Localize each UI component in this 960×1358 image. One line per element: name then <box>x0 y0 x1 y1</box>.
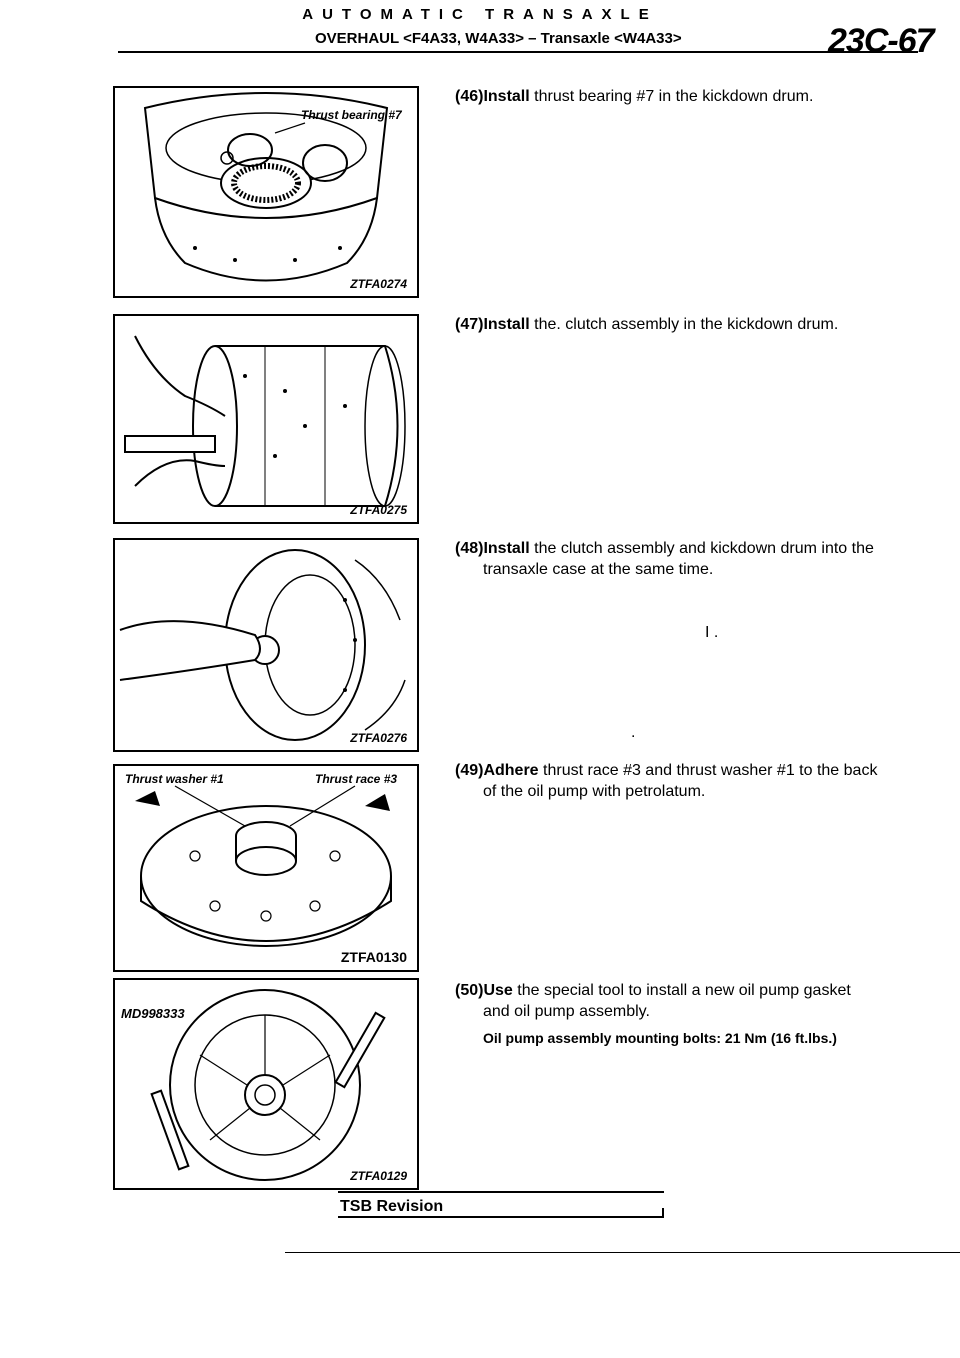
figure-id: ZTFA0276 <box>350 731 407 745</box>
tsb-revision: TSB Revision <box>340 1198 444 1215</box>
subtitle-section: Transaxle <box>540 30 610 47</box>
figure-clutch-assembly <box>113 314 419 524</box>
figure-oil-pump <box>113 764 419 972</box>
label-special-tool: MD998333 <box>121 1006 185 1021</box>
case-illustration <box>115 540 417 750</box>
header-rule <box>118 51 918 53</box>
figure-id: ZTFA0130 <box>340 949 407 965</box>
header-subtitle <box>315 30 682 47</box>
clutch-illustration <box>115 316 417 522</box>
label-thrust-bearing: Thrust bearing #7 <box>301 108 402 122</box>
figure-transaxle-case <box>113 538 419 752</box>
stray-mark: I . <box>705 624 719 641</box>
step-50: (50)Use the special tool to install a new oil pump gasket and oil pump assembly. <box>455 982 851 1020</box>
header-title: AUTOMATIC TRANSAXLE <box>302 6 658 23</box>
figure-thrust-bearing <box>113 86 419 298</box>
step-46: (46)Install thrust bearing #7 in the kickdown drum. <box>455 88 814 105</box>
subtitle-prefix: OVERHAUL <box>315 30 399 47</box>
subtitle-sep: – <box>528 30 537 47</box>
subtitle-models: <F4A33, W4A33> <box>403 30 524 47</box>
footer-rule <box>338 1191 664 1193</box>
page-bottom-rule <box>285 1252 960 1253</box>
stray-dot: . <box>631 724 636 741</box>
figure-id: ZTFA0274 <box>350 277 407 291</box>
step-48: (48)Install the clutch assembly and kickdown drum into the transaxle case at the same time. <box>455 540 874 578</box>
step-49: (49)Adhere thrust race #3 and thrust washer #1 to the back of the oil pump with petrolatum. <box>455 762 878 800</box>
label-thrust-race: Thrust race #3 <box>315 772 398 786</box>
page-number: 23C-67 <box>828 22 934 60</box>
oil-pump-illustration <box>115 766 417 970</box>
figure-id: ZTFA0129 <box>350 1169 407 1183</box>
torque-spec: Oil pump assembly mounting bolts: 21 Nm (16 ft.lbs.) <box>483 1030 837 1046</box>
subtitle-model2: <W4A33> <box>614 30 682 47</box>
figure-special-tool <box>113 978 419 1190</box>
figure-id: ZTFA0275 <box>350 503 407 517</box>
label-thrust-washer: Thrust washer #1 <box>125 772 224 786</box>
footer-rule-bottom <box>338 1216 664 1218</box>
step-47: (47)Install the. clutch assembly in the kickdown drum. <box>455 316 839 333</box>
